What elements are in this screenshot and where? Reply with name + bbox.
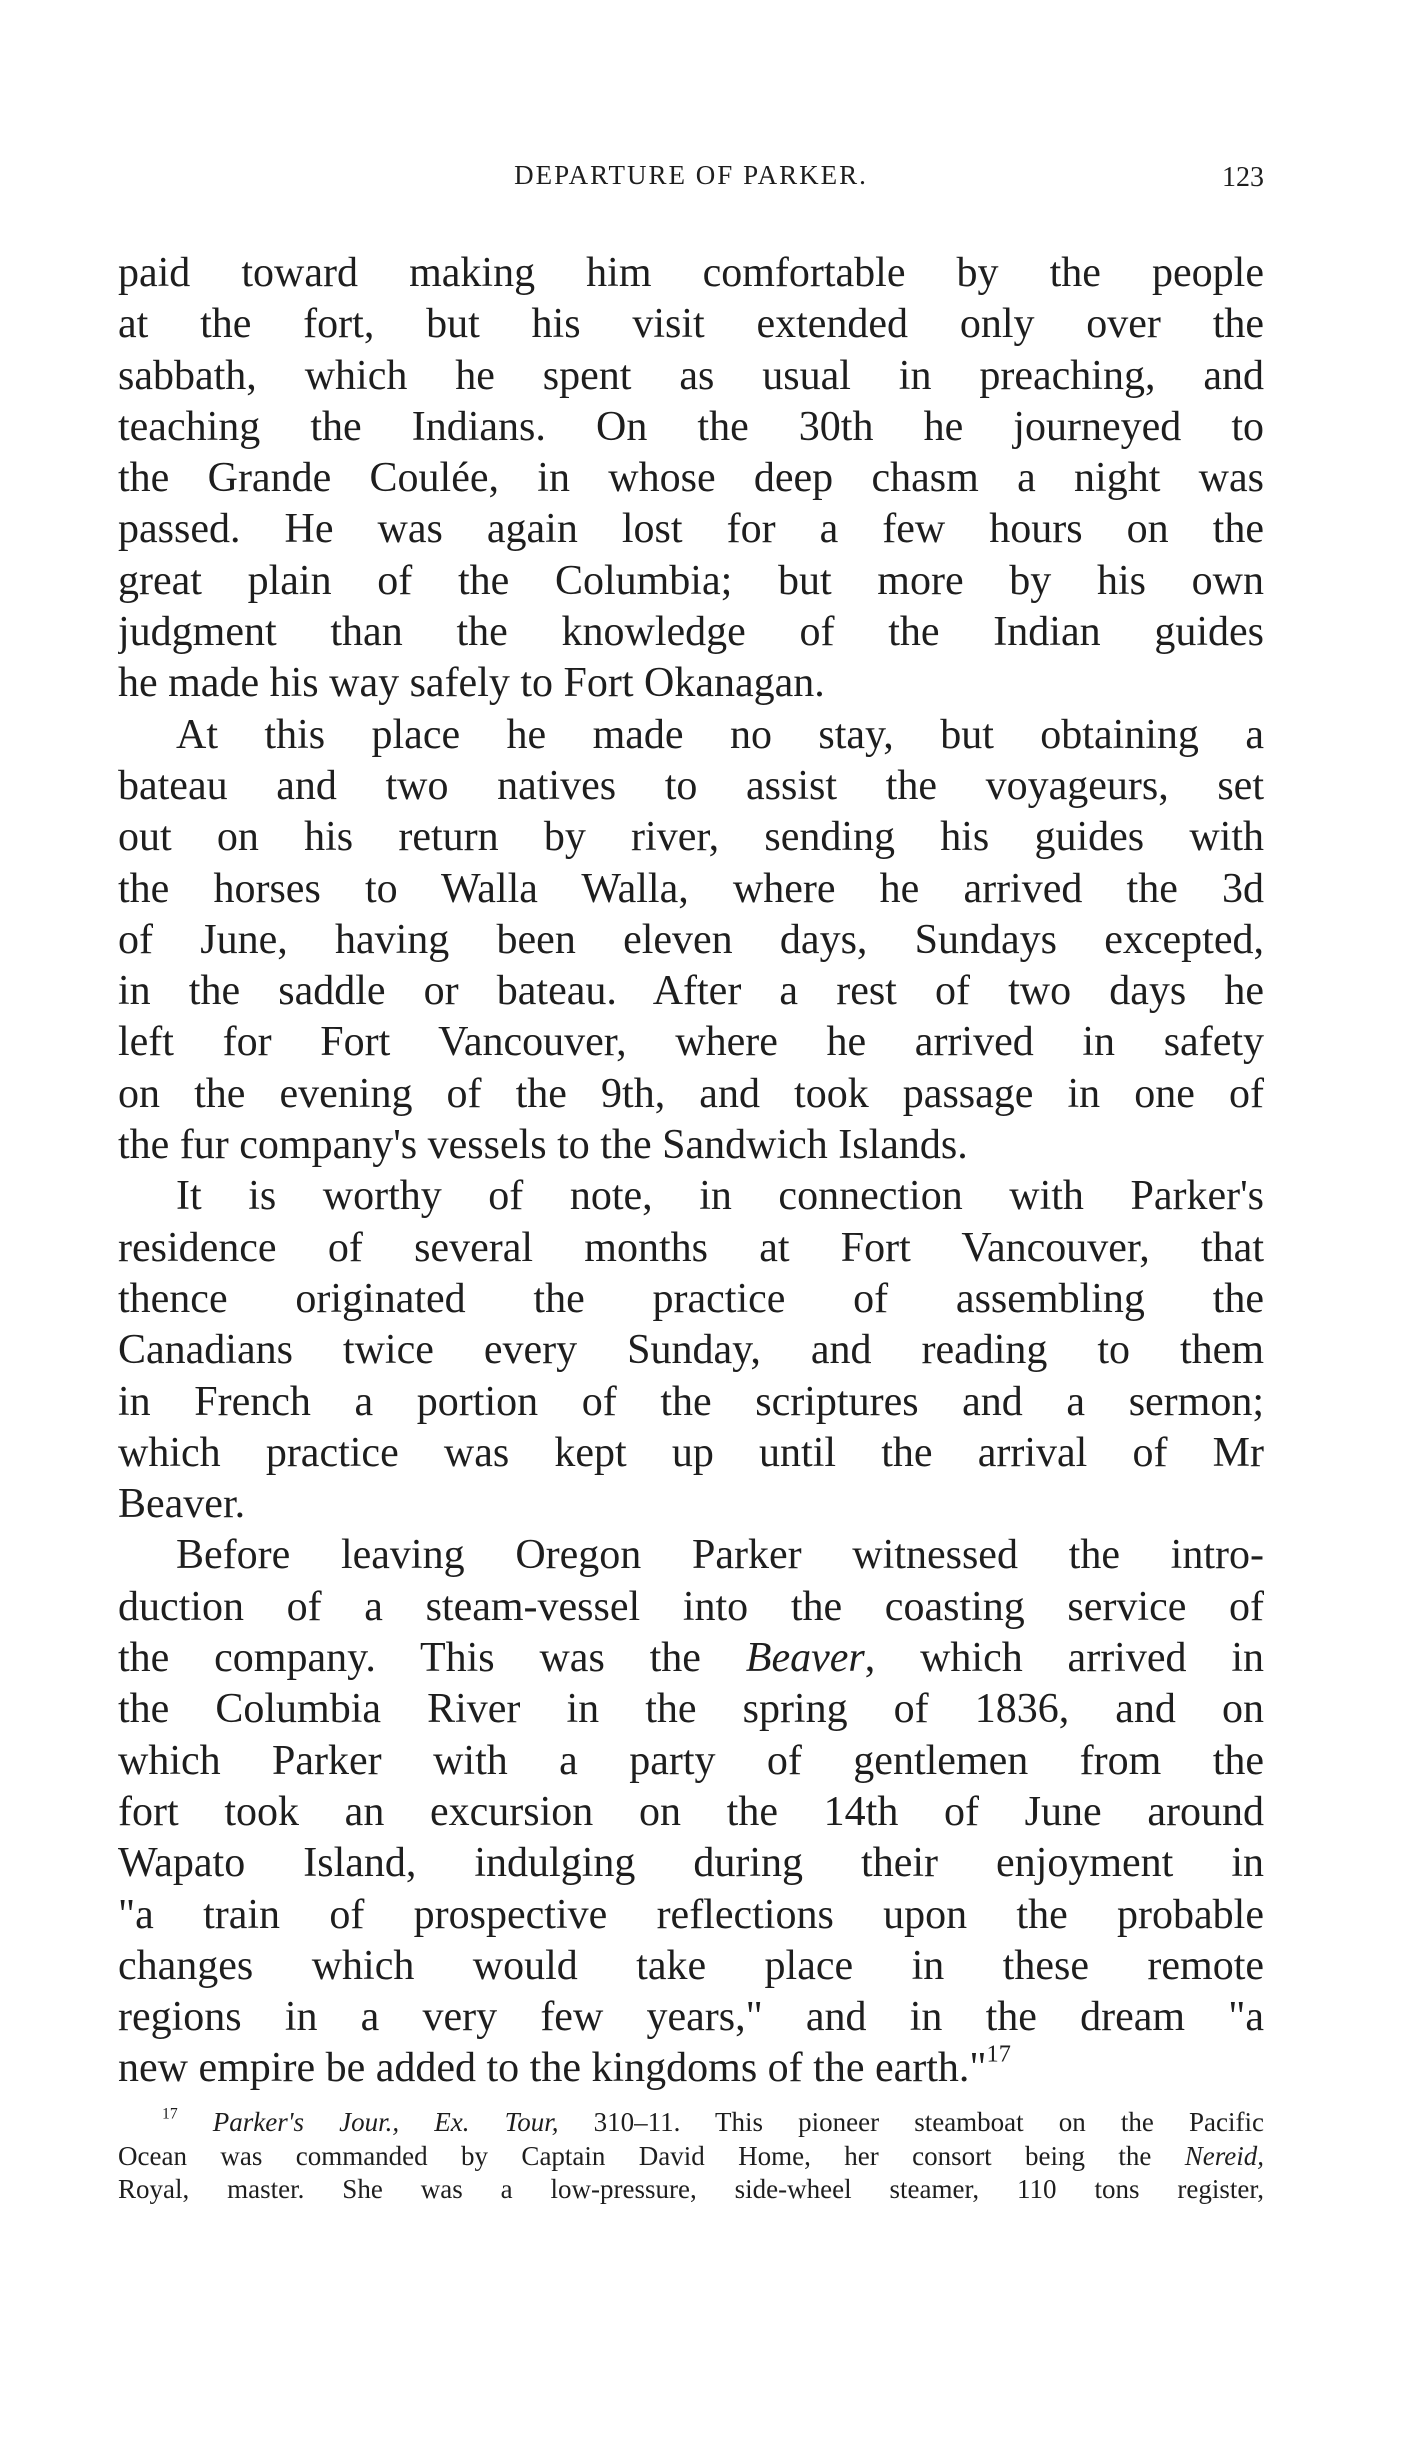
text-segment: , which arrived in — [864, 1635, 1264, 1682]
text-segment: Ocean was commanded by Captain David Home, her consort being the — [118, 2140, 1185, 2171]
running-title: DEPARTURE OF PARKER. — [514, 160, 868, 190]
footnote-reference[interactable]: 17 — [986, 2043, 1011, 2068]
text-line: which Parker with a party of gentlemen from the — [118, 1737, 1264, 1784]
text-line: It is worthy of note, in connection with Parker's — [176, 1173, 1264, 1220]
text-line: of June, having been eleven days, Sundays excepted, — [118, 916, 1264, 963]
text-line: on the evening of the 9th, and took passage in one of — [118, 1070, 1264, 1117]
text-line: in the saddle or bateau. After a rest of two days he — [118, 968, 1264, 1015]
text-line: passed. He was again lost for a few hours on the — [118, 506, 1264, 553]
text-line: the Columbia River in the spring of 1836, and on — [118, 1686, 1264, 1733]
text-line: teaching the Indians. On the 30th he journeyed to — [118, 403, 1264, 450]
text-line: he made his way safely to Fort Okanagan. — [118, 660, 825, 707]
text-line: which practice was kept up until the arrival of Mr — [118, 1429, 1264, 1476]
ship-name: Beaver — [745, 1635, 865, 1682]
paragraph-3 — [118, 1171, 1264, 1530]
paragraph-2 — [118, 710, 1264, 1172]
footnote-line: Royal, master. She was a low-pressure, side-wheel steamer, 110 tons register, — [118, 2174, 1264, 2204]
text-line: regions in a very few years," and in the dream "a — [118, 1994, 1264, 2041]
text-line: the Grande Coulée, in whose deep chasm a night was — [118, 455, 1264, 502]
text-line: Beaver. — [118, 1481, 246, 1528]
text-line: fort took an excursion on the 14th of June around — [118, 1788, 1264, 1835]
text-line: paid toward making him comfortable by the people — [118, 250, 1264, 296]
footnote-source-title: Parker's Jour., Ex. Tour, — [212, 2107, 559, 2137]
text-line: Canadians twice every Sunday, and reading to them — [118, 1327, 1264, 1374]
text-line: Wapato Island, indulging during their enjoyment in — [118, 1840, 1264, 1887]
text-line — [118, 2043, 1264, 2094]
text-segment: the company. This was the — [118, 1635, 746, 1682]
running-head — [118, 160, 1264, 200]
text-line: judgment than the knowledge of the Indian guides — [118, 609, 1264, 656]
text-line: "a train of prospective reflections upon the probable — [118, 1891, 1264, 1938]
footnotes — [118, 2106, 1264, 2207]
footnote-number: 17 — [162, 2106, 178, 2123]
footnote-line — [118, 2106, 1264, 2140]
text-line: At this place he made no stay, but obtaining a — [176, 711, 1264, 758]
text-line: at the fort, but his visit extended only over the — [118, 301, 1264, 348]
paragraph-4 — [118, 1530, 1264, 2094]
text-line: residence of several months at Fort Vancouver, that — [118, 1224, 1264, 1271]
text-line: left for Fort Vancouver, where he arrived in safety — [118, 1019, 1264, 1066]
text-segment: 310–11. This pioneer steamboat on the Pacific — [558, 2107, 1264, 2137]
text-segment: new empire be added to the kingdoms of the earth." — [118, 2045, 987, 2092]
text-line: changes which would take place in these remote — [118, 1942, 1264, 1989]
text-line: Before leaving Oregon Parker witnessed the intro- — [176, 1532, 1264, 1579]
text-line: the horses to Walla Walla, where he arrived the 3d — [118, 865, 1264, 912]
text-line: out on his return by river, sending his guides with — [118, 814, 1264, 861]
consort-name: Nereid, — [1184, 2140, 1264, 2171]
text-line: duction of a steam-vessel into the coasting service of — [118, 1583, 1264, 1630]
text-line: in French a portion of the scriptures and a sermon; — [118, 1378, 1264, 1425]
footnote-line — [118, 2140, 1264, 2174]
text-line: sabbath, which he spent as usual in preaching, and — [118, 352, 1264, 399]
body-text — [118, 248, 1264, 2095]
text-line: bateau and two natives to assist the voyageurs, set — [118, 762, 1264, 809]
text-line: great plain of the Columbia; but more by his own — [118, 557, 1264, 604]
text-line: the fur company's vessels to the Sandwich Islands. — [118, 1122, 968, 1169]
page-number: 123 — [1222, 162, 1264, 193]
text-line — [118, 1633, 1264, 1684]
text-line: thence originated the practice of assembling the — [118, 1275, 1264, 1322]
paragraph-1 — [118, 248, 1264, 710]
